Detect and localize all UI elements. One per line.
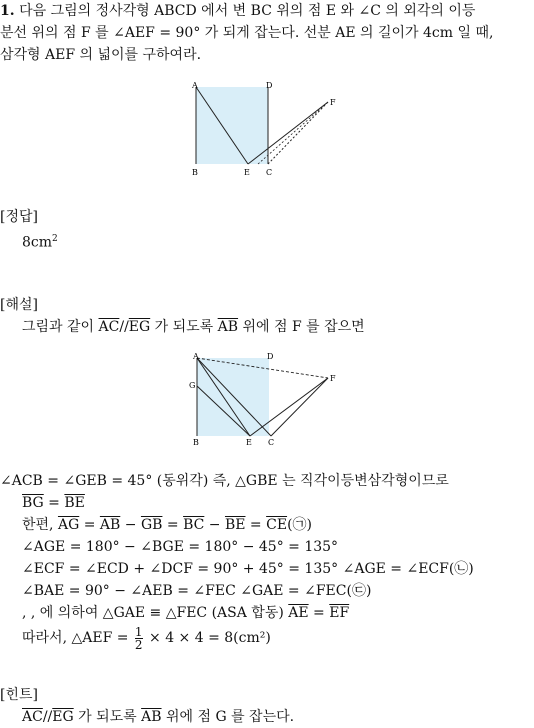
solution-line-6: ∠BAE = 90° − ∠AEB = ∠FEC ∠GAE = ∠FEC(㉢)	[22, 583, 372, 599]
segment-CF-2	[271, 378, 328, 436]
label-E: E	[244, 168, 250, 177]
svg-text:G: G	[189, 381, 196, 390]
svg-text:A: A	[193, 352, 199, 361]
hint-line: $\overline{AC}//\overline{EG}$ 가 되도록 $\overline{AB}$ 위에 점 G 를 잡는다.	[22, 709, 295, 725]
label-B: B	[192, 168, 198, 177]
label-D: D	[266, 81, 273, 90]
answer-block	[0, 206, 534, 254]
solution-line-1: ∠ACB = ∠GEB = 45° (동위각) 즉, △GBE 는 직각이등변삼각형이므로	[0, 473, 449, 489]
solution-header: [해설]	[0, 297, 38, 313]
solution-line-4: ∠AGE = 180° − ∠BGE = 180° − 45° = 135°	[22, 539, 339, 555]
hint-block	[0, 684, 534, 728]
solution-body	[0, 470, 534, 652]
problem-line-3: 삼각형 AEF 의 넓이를 구하여라.	[0, 47, 202, 63]
square-fill	[196, 87, 268, 164]
problem-block	[0, 0, 534, 66]
problem-number: 1.	[0, 3, 15, 19]
solution-line-5: ∠ECF = ∠ECD + ∠DCF = 90° + 45° = 135° ∠AGE = ∠ECF(㉡)	[22, 561, 474, 577]
answer-header: [정답]	[0, 209, 38, 225]
svg-text:E: E	[246, 438, 252, 447]
svg-text:D: D	[267, 352, 274, 361]
problem-line-1: 1. 다음 그림의 정사각형 ABCD 에서 변 BC 위의 점 E 와 ∠C 의 외각의 이등	[0, 3, 476, 19]
answer-value: $8cm^2$	[22, 234, 58, 251]
solution-line-3: 한편, $\overline{AG} = \overline{AB} - \overline{GB} = \overline{BC} - \overline{BE}$ = $\overline{CE}(㉠)$	[22, 517, 312, 533]
label-F: F	[330, 98, 336, 107]
svg-text:B: B	[193, 438, 199, 447]
solution-line-8: 따라서, △AEF = $\frac{1}{2}$ × 4 × 4 = 8(cm²)	[22, 624, 271, 652]
solution-line-2: $\overline{BG} = \overline{BE}$	[22, 495, 85, 511]
svg-text:C: C	[268, 438, 275, 447]
figure-1	[180, 78, 350, 180]
segment-CF	[268, 102, 328, 164]
problem-line-2: 분선 위의 점 F 를 ∠AEF = 90° 가 되게 잡는다. 선분 AE 의 길이가 4cm 일 때,	[0, 25, 494, 41]
fraction-half: $\frac{1}{2}$	[134, 624, 143, 652]
solution-line-7: , , 에 의하여 △GAE ≡ △FEC (ASA 합동) $\overline{AE} = \overline{EF}$	[22, 605, 350, 621]
solution-block	[0, 294, 534, 338]
hint-header: [힌트]	[0, 687, 38, 703]
label-C: C	[266, 168, 273, 177]
label-A: A	[192, 81, 198, 90]
svg-text:F: F	[330, 374, 336, 383]
figure-2	[180, 348, 350, 450]
solution-intro: 그림과 같이 $\overline{AC}//\overline{EG}$ 가 되도록 $\overline{AB}$ 위에 점 F 를 잡으면	[22, 319, 365, 335]
